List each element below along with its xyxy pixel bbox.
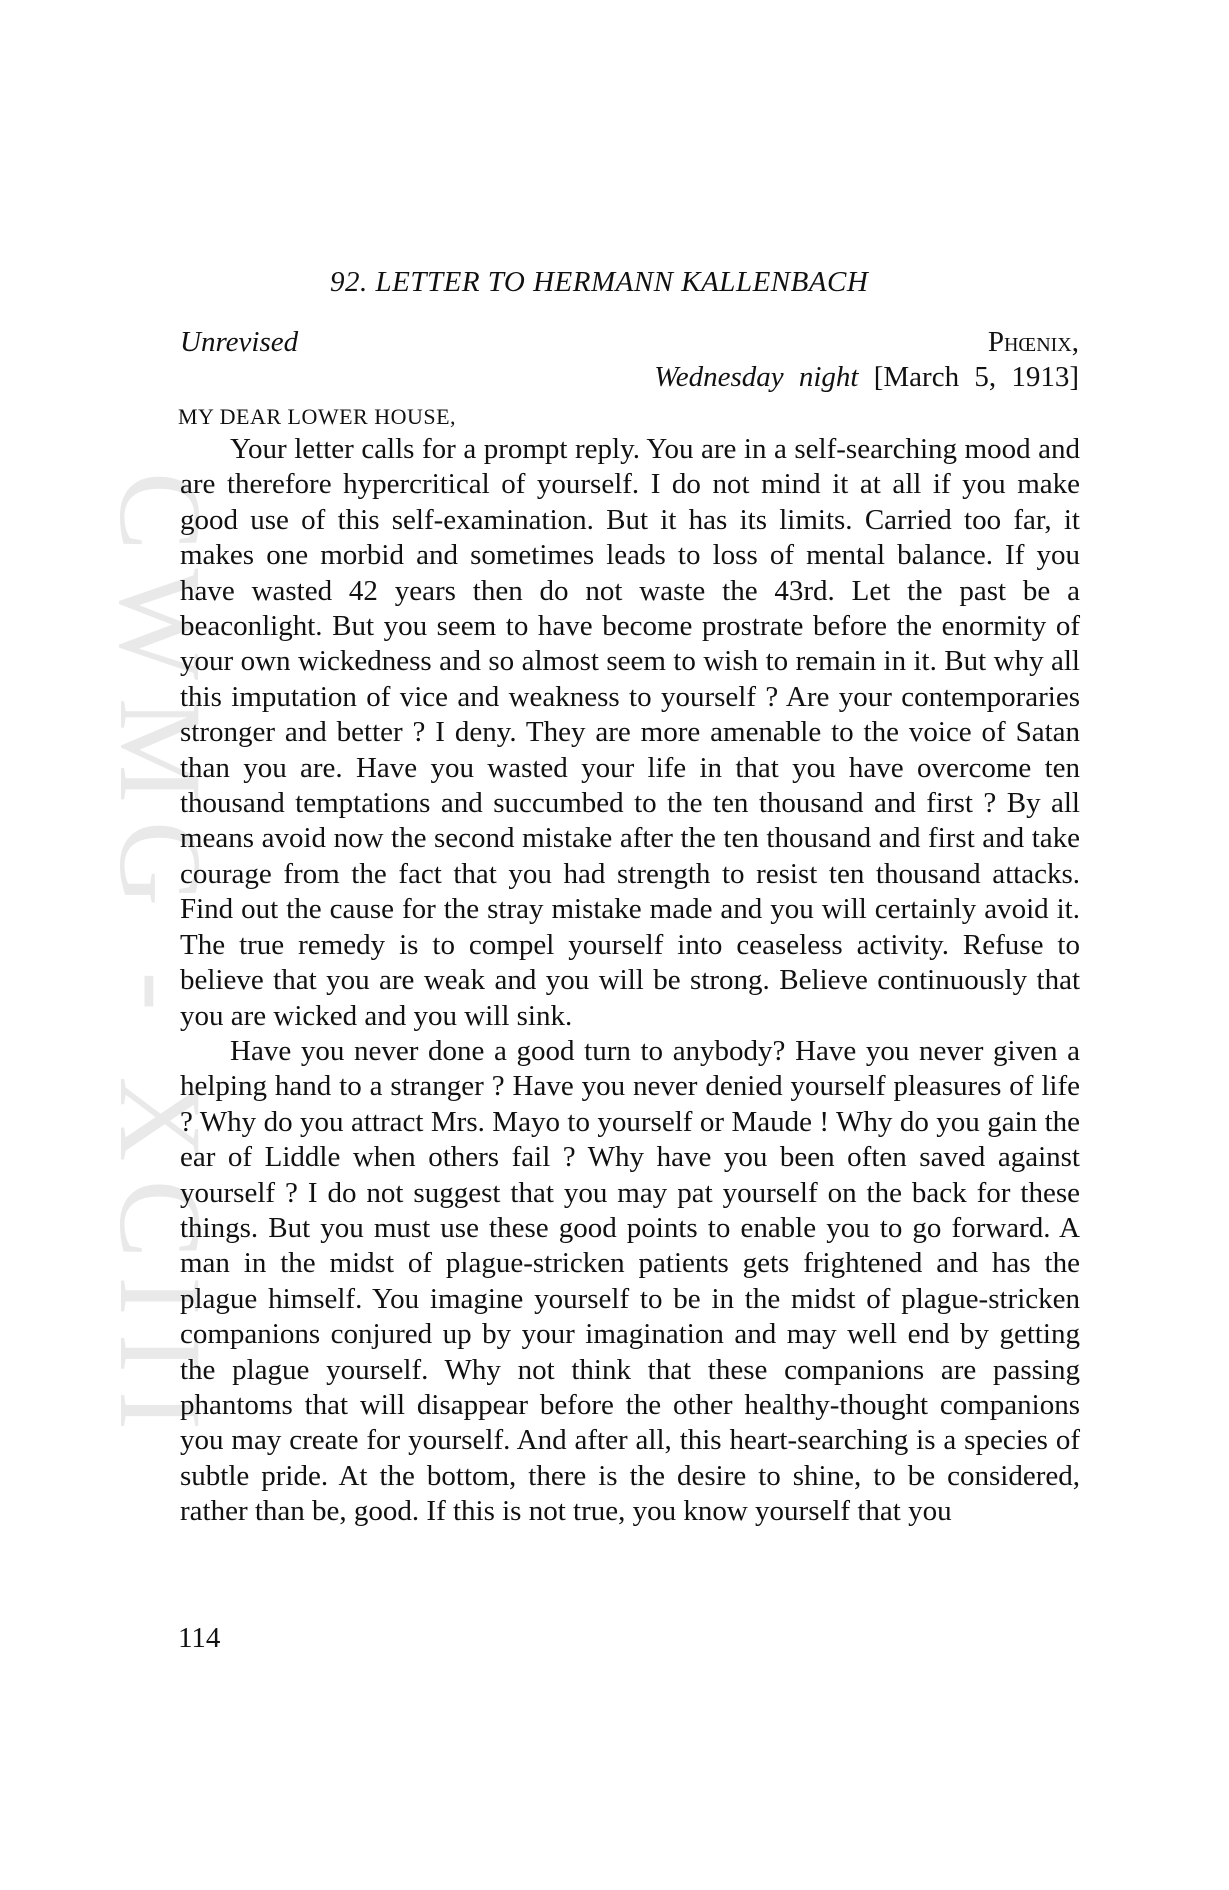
date-bracket: [March 5, 1913] — [873, 361, 1079, 393]
page-number: 114 — [178, 1622, 221, 1654]
letter-place: Phœnix, — [987, 326, 1079, 358]
watermark-text: CWMG - XCIII — [95, 471, 227, 1449]
revision-status: Unrevised — [180, 326, 299, 358]
letter-date — [654, 361, 1079, 394]
salutation: MY DEAR LOWER HOUSE, — [178, 404, 457, 429]
letter-title: 92. LETTER TO HERMANN KALLENBACH — [330, 266, 869, 298]
paragraph-1: Your letter calls for a prompt reply. You are in a self-searching mood and are therefore hypercritical of yourself. I do not mind it at all if you make good use of this self-examination. But it has its limits. Carried too far, it makes one morbid and sometimes leads to loss of mental balance. If you have wasted 42 years then do not waste the 43rd. Let the past be a beaconlight. But you seem to have become prostrate before the enormity of your own wickedness and so almost seem to wish to remain in it. But why all this imputation of vice and weakness to yourself ? Are your contemporaries stronger and better ? I deny. They are more amenable to the voice of Satan than you are. Have you wasted your life in that you have overcome ten thousand temptations and succumbed to the ten thousand and first ? By all means avoid now the second mistake after the ten thousand and first and take courage from the fact that you had strength to resist ten thousand attacks. Find out the cause for the stray mistake made and you will certainly avoid it. The true remedy is to compel yourself into ceaseless activity. Refuse to believe that you are weak and you will be strong. Believe continuously that you are wicked and you will sink. — [180, 433, 1080, 1032]
date-prefix: Wednesday night — [654, 361, 859, 393]
paragraph-2: Have you never done a good turn to anybody? Have you never given a helping hand to a stranger ? Have you never denied yourself pleasures of life ? Why do you attract Mrs. Mayo to yourself or Maude ! Why do you gain the ear of Liddle when others fail ? Why have you been often saved against yourself ? I do not suggest that you may pat yourself on the back for these things. But you must use these good points to enable you to go forward. A man in the midst of plague-stricken patients gets frightened and has the plague himself. You imagine yourself to be in the midst of plague-stricken companions conjured up by your imagination and may well end by getting the plague yourself. Why not think that these companions are passing phantoms that will disappear before the other healthy-thought companions you may create for yourself. And after all, this heart-searching is a species of subtle pride. At the bottom, there is the desire to shine, to be considered, rather than be, good. If this is not true, you know yourself that you — [180, 1034, 1080, 1528]
letter-body — [180, 432, 1080, 1530]
